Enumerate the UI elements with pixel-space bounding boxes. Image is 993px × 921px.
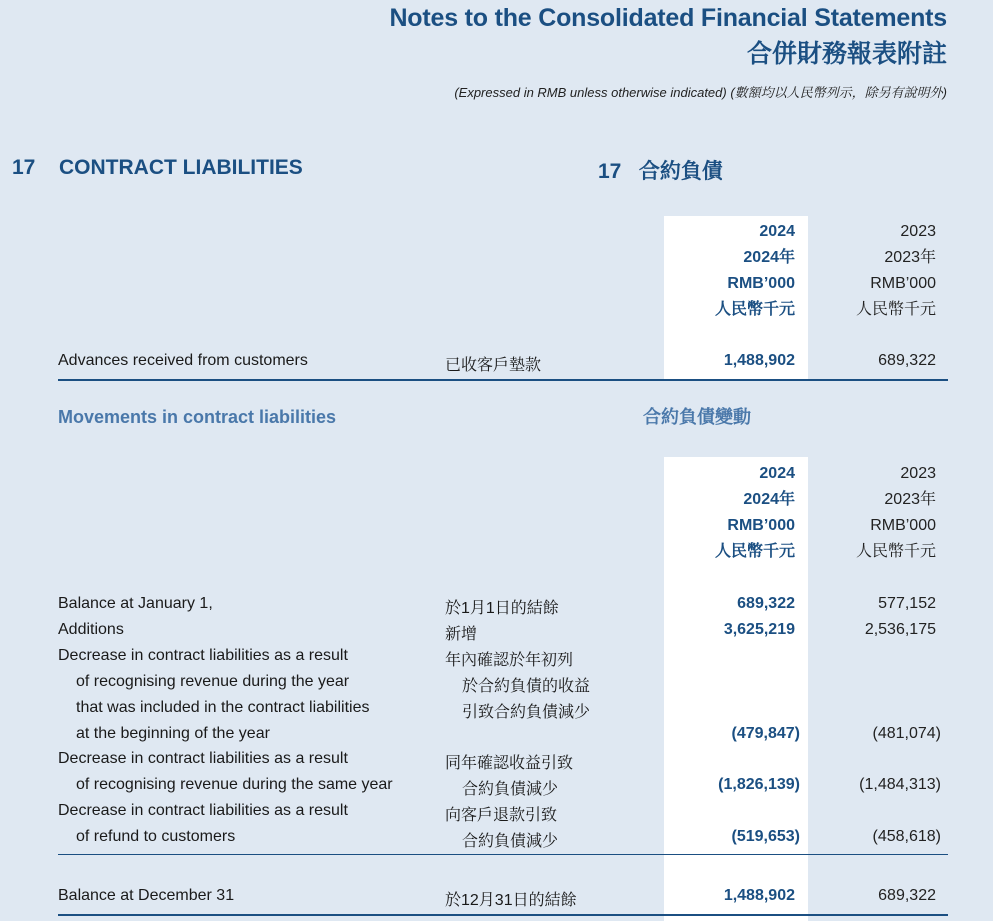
year-current-cn: 2024年 <box>743 249 795 266</box>
value-previous: 2,536,175 <box>864 621 936 638</box>
value-previous: 689,322 <box>878 352 936 369</box>
value-current: (519,653) <box>731 828 800 845</box>
value-current: (1,826,139) <box>718 776 800 793</box>
table-row-label-chinese-continued: 於合約負債的收益 <box>462 678 591 695</box>
value-previous: 689,322 <box>878 887 936 904</box>
table-row-label-chinese: 同年確認收益引致 <box>445 755 574 772</box>
divider <box>58 379 948 381</box>
table-row-label: Balance at January 1, <box>58 595 213 612</box>
table-row-label: Advances received from customers <box>58 352 308 369</box>
year-previous-cn: 2023年 <box>884 491 936 508</box>
divider-total <box>58 914 948 916</box>
table-row-label-continued: at the beginning of the year <box>76 725 270 742</box>
table-row-label-continued: that was included in the contract liabilities <box>76 699 370 716</box>
table-row-label-continued: of refund to customers <box>76 828 236 845</box>
table-row-label-chinese: 年內確認於年初列 <box>445 652 574 669</box>
section-heading-chinese <box>598 155 723 185</box>
value-current: 1,488,902 <box>723 352 795 369</box>
value-current: 3,625,219 <box>723 621 795 638</box>
currency-note: (Expressed in RMB unless otherwise indicated) (數額均以人民幣列示，除另有說明外) <box>454 85 947 100</box>
section-number: 17 <box>12 156 36 179</box>
table2-previous-header <box>810 461 936 565</box>
table-row-label-chinese: 於12月31日的結餘 <box>445 892 577 909</box>
year-current-cn: 2024年 <box>743 491 795 508</box>
table-row-label: Decrease in contract liabilities as a result <box>58 647 348 664</box>
year-current: 2024 <box>759 465 795 482</box>
table-row-label-chinese-continued: 合約負債減少 <box>462 833 559 850</box>
table-row-label-chinese-continued: 引致合約負債減少 <box>462 704 591 721</box>
table-row-label: Decrease in contract liabilities as a result <box>58 802 348 819</box>
divider <box>58 854 948 855</box>
table-row-label: Balance at December 31 <box>58 887 235 904</box>
subsection-heading-chinese: 合約負債變動 <box>643 407 751 427</box>
table1-current-header <box>664 219 795 323</box>
year-previous-cn: 2023年 <box>884 249 936 266</box>
section-heading <box>12 156 303 180</box>
value-previous: (1,484,313) <box>859 776 941 793</box>
table-row-label-continued: of recognising revenue during the year <box>76 673 350 690</box>
table-row-label: Additions <box>58 621 124 638</box>
value-current: (479,847) <box>731 725 800 742</box>
table-row-label-chinese: 已收客戶墊款 <box>445 357 542 374</box>
unit-previous: RMB’000 <box>870 517 936 534</box>
table-row-label-chinese: 新增 <box>445 626 478 643</box>
table-row-label-chinese: 於1月1日的結餘 <box>445 600 559 617</box>
unit-current-cn: 人民幣千元 <box>714 543 795 560</box>
section-number-chinese: 17 <box>598 160 622 183</box>
year-current: 2024 <box>759 223 795 240</box>
table-row-label: Decrease in contract liabilities as a result <box>58 750 348 767</box>
value-previous: (481,074) <box>872 725 941 742</box>
table1-previous-header <box>810 219 936 323</box>
value-previous: (458,618) <box>872 828 941 845</box>
unit-current: RMB’000 <box>727 517 795 534</box>
unit-previous: RMB’000 <box>870 275 936 292</box>
unit-current-cn: 人民幣千元 <box>714 301 795 318</box>
value-current: 1,488,902 <box>723 887 795 904</box>
table2-current-header <box>664 461 795 565</box>
subsection-heading: Movements in contract liabilities <box>58 407 337 427</box>
page-title-chinese: 合併財務報表附註 <box>746 40 947 68</box>
section-title: CONTRACT LIABILITIES <box>59 156 303 179</box>
year-previous: 2023 <box>900 223 936 240</box>
unit-current: RMB’000 <box>727 275 795 292</box>
section-title-chinese: 合約負債 <box>638 160 723 183</box>
table-row-label-continued: of recognising revenue during the same year <box>76 776 393 793</box>
value-current: 689,322 <box>737 595 795 612</box>
page-title: Notes to the Consolidated Financial Statements <box>389 4 947 32</box>
unit-previous-cn: 人民幣千元 <box>855 301 936 318</box>
year-previous: 2023 <box>900 465 936 482</box>
table-row-label-chinese: 向客戶退款引致 <box>445 807 558 824</box>
table-row-label-chinese-continued: 合約負債減少 <box>462 781 559 798</box>
value-previous: 577,152 <box>878 595 936 612</box>
unit-previous-cn: 人民幣千元 <box>855 543 936 560</box>
